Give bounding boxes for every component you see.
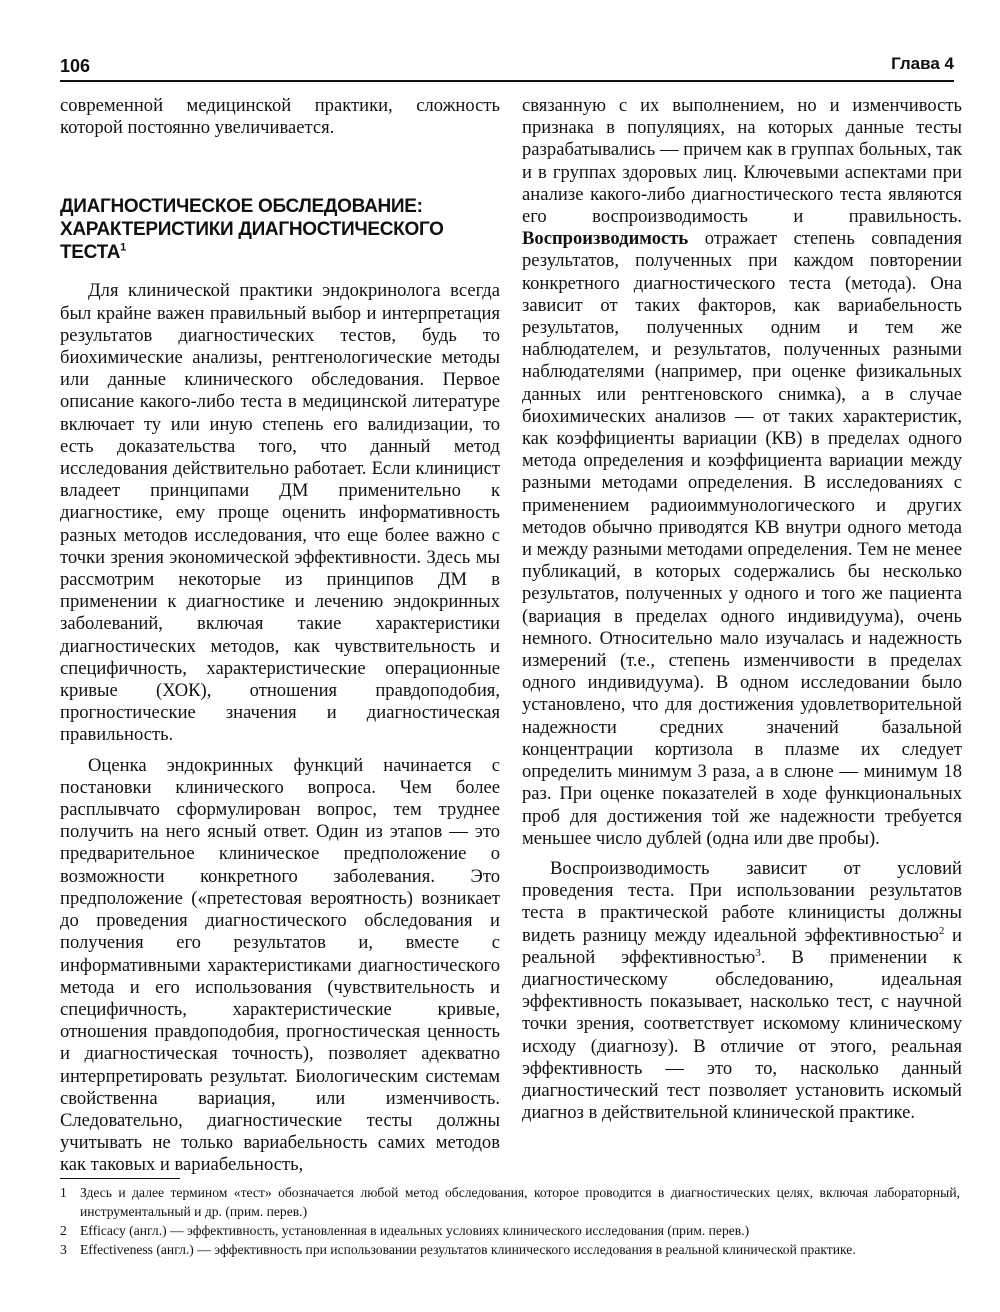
- body-paragraph-2: Оценка эндокринных функций начинается с постановки клинического вопроса. Чем более расплывчато сформулирован вопрос, тем труднее получить на него ясный ответ. Один из этапов — это предварительное клиническое предположение о возможности конкретного заболевания. Это предположение («претестовая вероятность) возникает до проведения диагностического обследования и получения его результатов и, вместе с информативными характеристиками диагностического метода и его использования (чувствительность и специфичность, характеристические кривые, отношения правдоподобия, прогностическая ценность и диагностическая точность), позволяет адекватно интерпретировать результат. Биологическим системам свойственна вариация, или изменчивость. Следовательно, диагностические тесты должны учитывать не только вариабельность самих методов как таковых и вариабельность,: [60, 754, 500, 1176]
- paragraph-4-text-b: и реальной эффективностью: [522, 924, 962, 968]
- page-number: 106: [60, 56, 91, 76]
- footnote-ref-3: 3: [755, 946, 761, 959]
- right-column: [522, 95, 962, 1124]
- footnote-1: [60, 1183, 960, 1221]
- footnote-text: Effectiveness (англ.) — эффективность при использовании результатов клинического исследования в реальной клинической практике.: [80, 1242, 856, 1257]
- chapter-label: Глава 4: [891, 54, 954, 73]
- heading-footnote-mark: 1: [120, 242, 126, 255]
- footnote-mark: 3: [60, 1242, 67, 1257]
- left-column: [60, 95, 500, 1177]
- body-paragraph-3: [522, 95, 962, 850]
- footnotes: [60, 1183, 960, 1259]
- running-header: [60, 50, 954, 82]
- paragraph-4-text-c: . В применении к диагностическому обследованию, идеальная эффективность показывает, насколько тест, с научной точки зрения, соответствует искомому клиническому исходу (диагнозу). В отличие от этого, реальная эффективность — это то, насколько данный диагностический тест позволяет установить искомый диагноз в действительной клинической практике.: [522, 946, 962, 1124]
- footnote-mark: 1: [60, 1185, 67, 1200]
- intro-paragraph: современной медицинской практики, сложность которой постоянно увеличивается.: [60, 95, 500, 139]
- footnote-3: [60, 1240, 960, 1259]
- term-reproducibility: Воспроизводимость: [522, 228, 689, 250]
- section-heading: [60, 195, 500, 264]
- footnote-ref-2: 2: [938, 924, 945, 937]
- footnote-mark: 2: [60, 1223, 67, 1238]
- body-paragraph-4: [522, 858, 962, 1124]
- footnote-divider: [60, 1178, 180, 1179]
- footnote-2: [60, 1221, 960, 1240]
- footnote-text: Здесь и далее термином «тест» обозначается любой метод обследования, которое проводится в диагностических целях, включая лабораторный, инструментальный и др. (прим. перев.): [80, 1185, 960, 1219]
- paragraph-3-text-a: связанную с их выполнением, но и изменчивость признака в популяциях, на которых данные тесты разрабатывались — причем как в группах больных, так и в группах здоровых лиц. Ключевыми аспектами при анализе какого-либо диагностического теста являются его воспроизводимость и правильность.: [522, 95, 962, 228]
- section-heading-text: ДИАГНОСТИЧЕСКОЕ ОБСЛЕДОВАНИЕ: ХАРАКТЕРИСТИКИ ДИАГНОСТИЧЕСКОГО ТЕСТА: [60, 196, 444, 264]
- paragraph-3-text-b: отражает степень совпадения результатов, полученных при каждом повторении конкретного диагностического теста (метода). Она зависит от таких факторов, как вариабельность результатов, полученных одним и тем же наблюдателем, и результатов, полученных разными наблюдателями (например, при оценке физикальных данных или рентгеновского снимка), а в случае биохимических анализов — от таких характеристик, как коэффициенты вариации (КВ) в пределах одного метода определения и коэффициента вариации между разными методами определения. В исследованиях с применением радиоиммунологического и других методов обычно приводятся КВ внутри одного метода и между разными методами определения. Тем не менее публикаций, в которых содержались бы несколько результатов, полученных у одного и того же пациента (вариация в пределах одного индивидуума), очень немного. Относительно мало изучалась и надежность измерений (т.е., степень изменчивости в пределах одного индивидуума). В одном исследовании было установлено, что для достижения удовлетворительной надежности средних значений базальной концентрации кортизола в плазме их следует определить минимум 3 раза, а в слюне — минимум 18 раз. При оценке показателей в ходе функциональных проб для достижения той же надежности требуется меньшее число дублей (одна или две пробы).: [522, 228, 962, 849]
- paragraph-4-text-a: Воспроизводимость зависит от условий проведения теста. При использовании результатов теста в практической работе клиницисты должны видеть разницу между идеальной эффективностью: [522, 857, 962, 946]
- body-paragraph-1: Для клинической практики эндокринолога всегда был крайне важен правильный выбор и интерпретация результатов диагностических тестов, будь то биохимические анализы, рентгенологические методы или данные клинического обследования. Первое описание какого-либо теста в медицинской литературе включает ту или иную степень его валидизации, то есть доказательства того, что данный метод исследования действительно работает. Если клиницист владеет принципами ДМ применительно к диагностике, ему проще оценить информативность разных методов исследования, что еще более важно с точки зрения экономической эффективности. Здесь мы рассмотрим некоторые из принципов ДМ в применении к диагностике и лечению эндокринных заболеваний, включая такие характеристики диагностических методов, как чувствительность и специфичность, характеристические операционные кривые (ХОК), отношения правдоподобия, прогностические значения и диагностическая правильность.: [60, 280, 500, 746]
- footnote-text: Efficacy (англ.) — эффективность, установленная в идеальных условиях клинического исследования (прим. перев.): [80, 1223, 750, 1238]
